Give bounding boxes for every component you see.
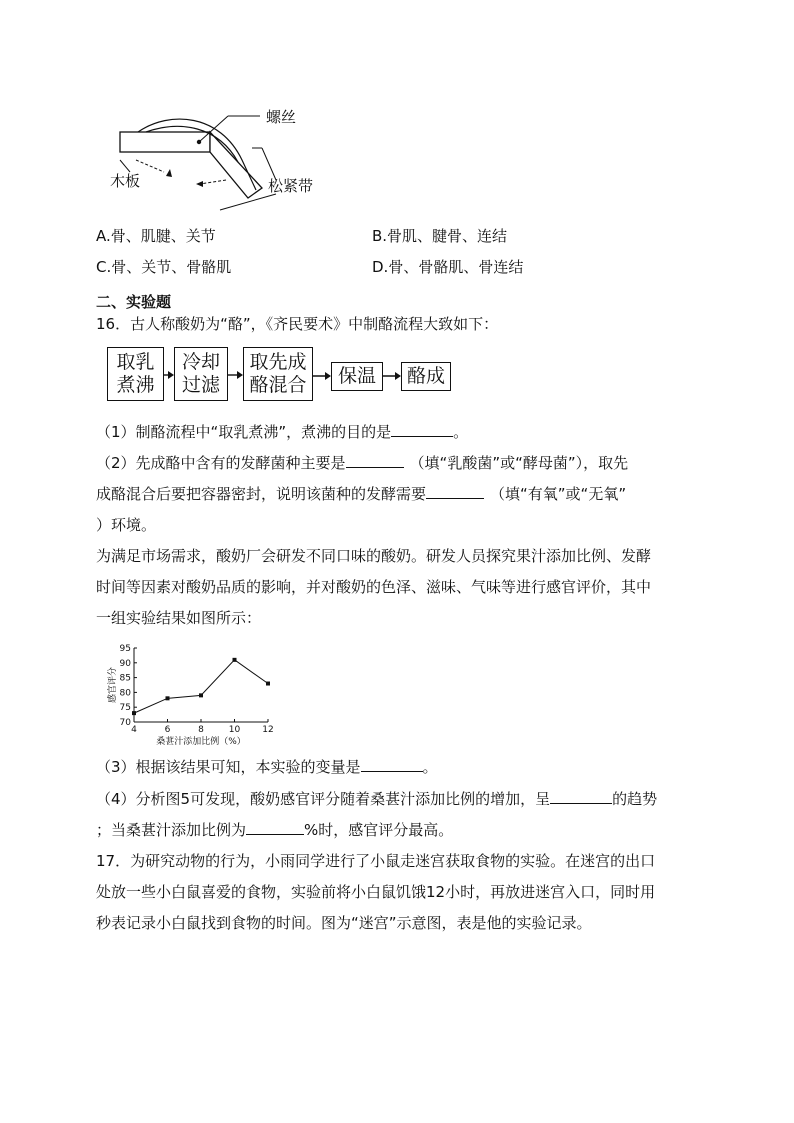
flow-step-5: 酪成 (401, 362, 451, 391)
answer-blank-5[interactable] (550, 789, 612, 804)
q17-line3: 秒表记录小白鼠找到食物的时间。图为“迷宫”示意图，表是他的实验记录。 (96, 914, 592, 932)
y-tick-label: 75 (119, 703, 131, 714)
option-a: A.骨、肌腱、关节 (96, 227, 216, 245)
y-tick-label: 85 (119, 673, 131, 684)
label-board: 木板 (110, 172, 141, 190)
data-point (199, 693, 203, 697)
q16-intro: 16．古人称酸奶为“酪”，《齐民要术》中制酪流程大致如下： (96, 315, 499, 333)
label-screw: 螺丝 (266, 108, 297, 126)
data-point (132, 711, 136, 715)
data-point (233, 658, 237, 662)
q17-line1: 17．为研究动物的行为，小雨同学进行了小鼠走迷宫获取食物的实验。在迷宫的出口 (96, 852, 656, 870)
x-tick-label: 12 (262, 725, 274, 735)
answer-blank-6[interactable] (246, 820, 304, 835)
flow-step-3: 取先成 酪混合 (243, 347, 313, 401)
q16-part2-line3: ）环境。 (96, 516, 157, 534)
x-tick-label: 4 (131, 725, 137, 735)
data-point (166, 696, 170, 700)
data-point (266, 682, 270, 686)
y-tick-label: 90 (119, 658, 131, 669)
x-tick-label: 10 (228, 725, 241, 735)
q16-para-3: 一组实验结果如图所示： (96, 609, 262, 627)
q16-para-1: 为满足市场需求，酸奶厂会研发不同口味的酸奶。研发人员探究果汁添加比例、发酵 (96, 547, 652, 565)
flow-step-4: 保温 (331, 362, 383, 391)
series-line (134, 660, 268, 713)
x-axis-label: 桑葚汁添加比例（%） (156, 737, 246, 747)
flow-step-1: 取乳 煮沸 (107, 347, 164, 401)
section-title: 二、实验题 (96, 293, 172, 311)
answer-blank-3[interactable] (426, 484, 484, 499)
y-tick-label: 80 (119, 688, 131, 699)
q16-para-2: 时间等因素对酸奶品质的影响，并对酸奶的色泽、滋味、气味等进行感官评价，其中 (96, 578, 652, 596)
arrow-head-up (166, 169, 172, 177)
model-figure (100, 100, 340, 215)
q16-part4-line1: （4）分析图5可发现，酸奶感官评分随着桑葚汁添加比例的增加，呈 的趋势 (96, 790, 658, 808)
y-tick-label: 95 (119, 644, 131, 654)
q16-part3: （3）根据该结果可知，本实验的变量是 。 (96, 758, 438, 776)
board-rect (120, 132, 210, 152)
q16-part2-line2: 成酪混合后要把容器密封，说明该菌种的发酵需要 （填“有氧”或“无氧” (96, 485, 627, 503)
arrow-head-left (196, 181, 203, 187)
sensory-score-chart (110, 640, 290, 750)
x-tick-label: 6 (164, 725, 171, 735)
answer-blank-1[interactable] (391, 422, 453, 437)
x-tick-label: 8 (198, 725, 204, 735)
dashed-arrow-2 (200, 180, 226, 184)
q16-part2-line1: （2）先成酪中含有的发酵菌种主要是 （填“乳酸菌”或“酵母菌”），取先 (96, 454, 629, 472)
flow-step-2: 冷却 过滤 (174, 347, 228, 401)
answer-blank-4[interactable] (361, 757, 423, 772)
q17-line2: 处放一些小白鼠喜爱的食物，实验前将小白鼠饥饿12小时，再放进迷宫入口，同时用 (96, 883, 656, 901)
y-axis-label: 感官评分 (108, 666, 118, 704)
flow-arrows (100, 340, 460, 410)
option-b: B.骨肌、腱骨、连结 (372, 227, 508, 245)
q16-part1: （1）制酪流程中“取乳煮沸”，煮沸的目的是 。 (96, 423, 469, 441)
option-d: D.骨、骨骼肌、骨连结 (372, 258, 524, 276)
answer-blank-2[interactable] (346, 453, 404, 468)
y-tick-label: 70 (119, 718, 131, 728)
option-c: C.骨、关节、骨骼肌 (96, 258, 232, 276)
dashed-arrow-1 (136, 160, 164, 172)
label-band: 松紧带 (268, 177, 314, 195)
q16-part4-line2: ；当桑葚汁添加比例为 %时，感官评分最高。 (96, 821, 454, 839)
board-angled (210, 132, 262, 198)
